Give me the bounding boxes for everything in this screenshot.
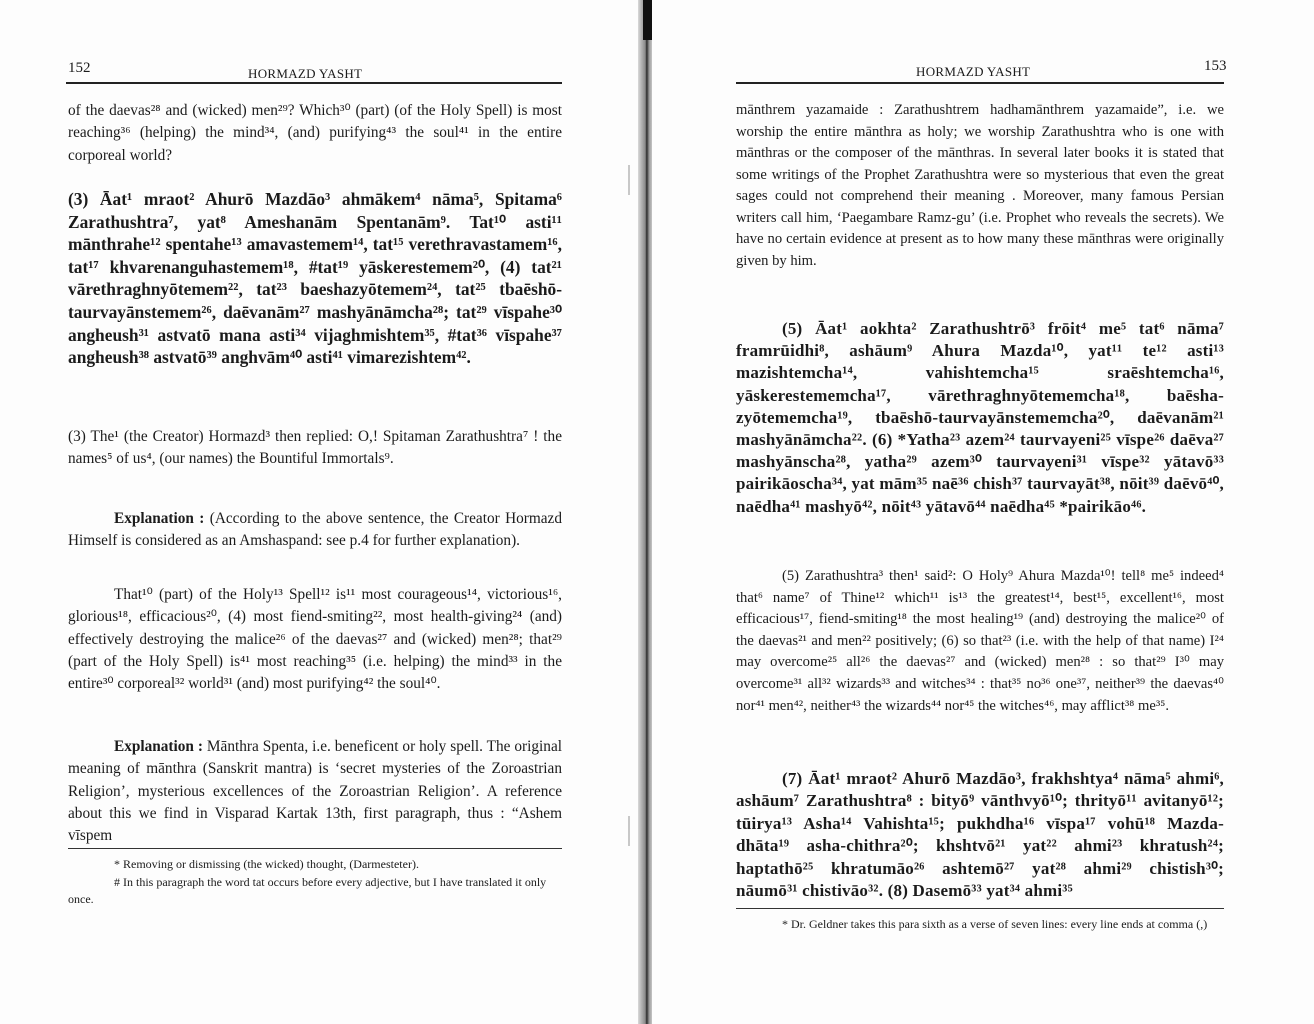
translation-paragraph: That¹⁰ (part) of the Holy¹³ Spell¹² is¹¹ most courageous¹⁴, victorious¹⁶, glorious¹⁸, efficacious²⁰, (4) most fiend-smiting²², most health-giving²⁴ (and) effectively destroying the malice²⁶ of the daevas²⁷ and (wicked) men²⁸; that²⁹ (part of the Holy Spell) is⁴¹ most reaching³⁵ (i.e. helping) the mind³³ in the entire³⁰ corporeal³² world³¹ (and) most purifying⁴² the soul⁴⁰. (68, 586, 562, 693)
avesta-verse: (3) Āat¹ mraot² Ahurō Mazdāo³ ahmākem⁴ nāma⁵, Spitama⁶ Zarathushtra⁷, yat⁸ Ameshanām Spentanām⁹. Tat¹⁰ asti¹¹ mānthrahe¹² spentahe¹³ amavastemem¹⁴, tat¹⁵ verethravastamem¹⁶, tat¹⁷ khvarenanguhastemem¹⁸, #tat¹⁹ yāskerestemem²⁰, (4) tat²¹ vārethraghnyōtemem²², tat²³ baeshazyōtemem²⁴, tat²⁵ tbaēshō-taurvayānstemem²⁶, daēvanām²⁷ mashyānāmcha²⁸; tat²⁹ vīspahe³⁰ angheush³¹ astvatō mana asti³⁴ vijaghmishtem³⁵, #tat³⁶ vīspahe³⁷ angheush³⁸ astvatō³⁹ anghvām⁴⁰ asti⁴¹ vimarezishtem⁴². (68, 189, 562, 368)
explanation-text: Mānthra Spenta, i.e. beneficent or holy spell. The original meaning of mānthra (Sanskrit mantra) is ‘secret mysteries of the Zoroastrian Religion’, mysterious excellences of the Zoroastrian Religion’. A reference about this we find in Visparad Kartak 13th, first paragraph, thus : “Ashem vīspem (68, 738, 562, 845)
right-page (652, 0, 1314, 1024)
footnote: * Dr. Geldner takes this para sixth as a verse of seven lines: every line ends at comma (,) (782, 917, 1208, 931)
running-head: HORMAZD YASHT (916, 64, 1031, 79)
footnote-rule (68, 848, 562, 849)
footnote: * Removing or dismissing (the wicked) thought, (Darmesteter). (114, 857, 419, 871)
footnote-rule (736, 908, 1224, 909)
running-head: HORMAZD YASHT (248, 66, 363, 81)
explanation-paragraph (68, 508, 562, 553)
registration-mark (628, 165, 630, 195)
paragraph: of the daevas²⁸ and (wicked) men²⁹? Which³⁰ (part) (of the Holy Spell) is most reaching³⁶ (helping) the mind³⁴, (and) purifying⁴³ the soul⁴¹ in the entire corporeal world? (68, 102, 562, 164)
explanation-heading: Explanation : (114, 738, 203, 755)
header-rule (736, 82, 1224, 84)
translation-paragraph: (5) Zarathushtra³ then¹ said²: O Holy⁹ Ahura Mazda¹⁰! tell⁸ me⁵ indeed⁴ that⁶ name⁷ of Thine¹² which¹¹ is¹³ the greatest¹⁴, best¹⁵, excellent¹⁶, most efficacious¹⁷, fiend-smiting¹⁸ the most healing¹⁹ (and) destroying the malice²⁰ of the daevas²¹ and men²² positively; (6) so that²³ (i.e. with the help of that name) I²⁴ may overcome²⁵ all²⁶ the daevas²⁷ and (wicked) men²⁸ : so that²⁹ I³⁰ may overcome³¹ all³² wizards³³ and witches³⁴ : that³⁵ no³⁶ one³⁷, neither³⁹ the daevas⁴⁰ nor⁴¹ men⁴², neither⁴³ the wizards⁴⁴ nor⁴⁵ the witches⁴⁶, may afflict³⁸ me³⁵. (736, 568, 1224, 714)
registration-mark (628, 816, 630, 846)
explanation-heading: Explanation : (114, 510, 205, 527)
translation-paragraph: (3) The¹ (the Creator) Hormazd³ then replied: O,! Spitaman Zarathushtra⁷ ! the names⁵ of us⁴, (our names) the Bountiful Immortals⁹. (68, 428, 562, 468)
footnote: # In this paragraph the word tat occurs before every adjective, but I have translated it only once. (68, 875, 547, 906)
explanation-paragraph (68, 736, 562, 847)
paragraph: mānthrem yazamaide : Zarathushtrem hadhamānthrem yazamaide”, i.e. we worship the entire mānthra as holy; we worship Zarathushtra who is one with mānthras or the composer of the mānthras. In several later books it is stated that some writings of the Prophet Zarathushtra were so mysterious that even the great sages could not comprehend their meaning . Moreover, many famous Persian writers call him, ‘Paegambare Ramz-gu’ (i.e. Prophet who reveals the secrets). We have no certain evidence at present as to how many these mānthras were originally given by him. (736, 102, 1224, 269)
avesta-verse: (5) Āat¹ aokhta² Zarathushtrō³ frōit⁴ me⁵ tat⁶ nāma⁷ framrūidhi⁸, ashāum⁹ Ahura Mazda¹⁰, yat¹¹ te¹² asti¹³ mazishtemcha¹⁴, vahishtemcha¹⁵ sraēshtemcha¹⁶, yāskerestememcha¹⁷, vārethraghnyōtememcha¹⁸, baēsha-zyōtememcha¹⁹, tbaēshō-taurvayānstememcha²⁰, daēvanām²¹ mashyānāmcha²². (6) *Yatha²³ azem²⁴ taurvayeni²⁵ vīspe²⁶ daēva²⁷ mashyānscha²⁸, yatha²⁹ azem³⁰ taurvayeni³¹ vīspe³² yātavō³³ pairikāoscha³⁴, yat mām³⁵ naē³⁶ chish³⁷ taurvayāt³⁸, nōit³⁹ daēvō⁴⁰, naēdha⁴¹ mashyō⁴², nōit⁴³ yātavō⁴⁴ naēdha⁴⁵ *pairikāo⁴⁶. (736, 319, 1224, 516)
header-rule (66, 82, 562, 84)
explanation-text: (According to the above sentence, the Creator Hormazd Himself is considered as an Amshaspand: see p.4 for further explanation). (68, 510, 562, 550)
page-number: 153 (1204, 58, 1227, 74)
left-page (0, 0, 640, 1024)
page-number: 152 (68, 60, 91, 76)
avesta-verse: (7) Āat¹ mraot² Ahurō Mazdāo³, frakhshtya⁴ nāma⁵ ahmi⁶, ashāum⁷ Zarathushtra⁸ : bityō⁹ vānthvyō¹⁰; thrityō¹¹ avitanyō¹²; tūirya¹³ Asha¹⁴ Vahishta¹⁵; pukhdha¹⁶ vīspa¹⁷ vohū¹⁸ Mazda-dhāta¹⁹ asha-chithra²⁰; khshtvō²¹ yat²² ahmi²³ khratush²⁴; haptathō²⁵ khratumāo²⁶ ashtemō²⁷ yat²⁸ ahmi²⁹ chistish³⁰; nāumō³¹ chistivāo³². (8) Dasemō³³ yat³⁴ ahmi³⁵ (736, 769, 1224, 901)
